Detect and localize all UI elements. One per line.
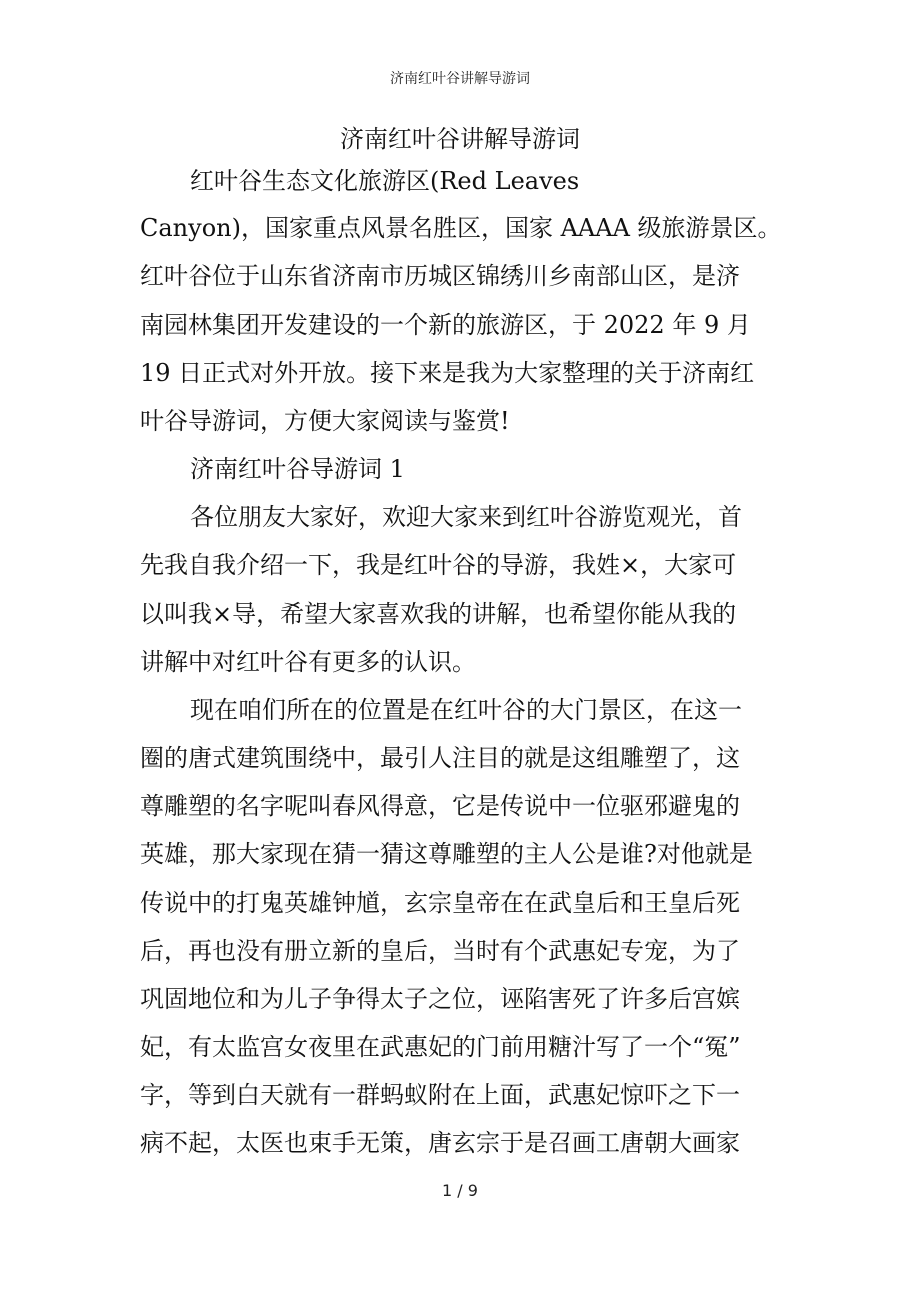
paragraph-line: 巩固地位和为儿子争得太子之位，诬陷害死了许多后宫嫔 <box>140 985 740 1013</box>
paragraph-line: 字，等到白天就有一群蚂蚁附在上面，武惠妃惊吓之下一 <box>140 1081 740 1109</box>
paragraph-line: 19 日正式对外开放。接下来是我为大家整理的关于济南红 <box>140 359 755 387</box>
paragraph-line: 后，再也没有册立新的皇后，当时有个武惠妃专宠，为了 <box>140 937 740 965</box>
paragraph-line: 现在咱们所在的位置是在红叶谷的大门景区，在这一 <box>190 696 742 724</box>
paragraph-line: 先我自我介绍一下，我是红叶谷的导游，我姓×，大家可 <box>140 551 737 579</box>
running-header: 济南红叶谷讲解导游词 <box>390 71 530 87</box>
section-heading: 济南红叶谷导游词 1 <box>190 455 405 483</box>
paragraph-line: 英雄，那大家现在猜一猜这尊雕塑的主人公是谁?对他就是 <box>140 840 753 868</box>
paragraph-line: 南园林集团开发建设的一个新的旅游区，于 2022 年 9 月 <box>140 311 751 339</box>
paragraph-line: 红叶谷生态文化旅游区(Red Leaves <box>190 167 580 195</box>
paragraph-line: 传说中的打鬼英雄钟馗，玄宗皇帝在在武皇后和王皇后死 <box>140 889 740 917</box>
paragraph-line: Canyon)，国家重点风景名胜区，国家 AAAA 级旅游景区。 <box>140 214 782 242</box>
paragraph-line: 尊雕塑的名字呢叫春风得意，它是传说中一位驱邪避鬼的 <box>140 792 740 820</box>
paragraph-line: 圈的唐式建筑围绕中，最引人注目的就是这组雕塑了，这 <box>140 744 740 772</box>
paragraph-line: 以叫我×导，希望大家喜欢我的讲解，也希望你能从我的 <box>140 600 737 628</box>
paragraph-line: 讲解中对红叶谷有更多的认识。 <box>140 648 476 676</box>
page-indicator: 1 / 9 <box>442 1181 478 1200</box>
paragraph-line: 叶谷导游词，方便大家阅读与鉴赏! <box>140 407 510 435</box>
paragraph-line: 红叶谷位于山东省济南市历城区锦绣川乡南部山区，是济 <box>140 262 740 290</box>
paragraph-line: 病不起，太医也束手无策，唐玄宗于是召画工唐朝大画家 <box>140 1129 740 1157</box>
paragraph-line: 妃，有太监宫女夜里在武惠妃的门前用糖汁写了一个“冤” <box>140 1033 741 1061</box>
paragraph-line: 各位朋友大家好，欢迎大家来到红叶谷游览观光，首 <box>190 503 742 531</box>
page-title: 济南红叶谷讲解导游词 <box>340 125 580 153</box>
